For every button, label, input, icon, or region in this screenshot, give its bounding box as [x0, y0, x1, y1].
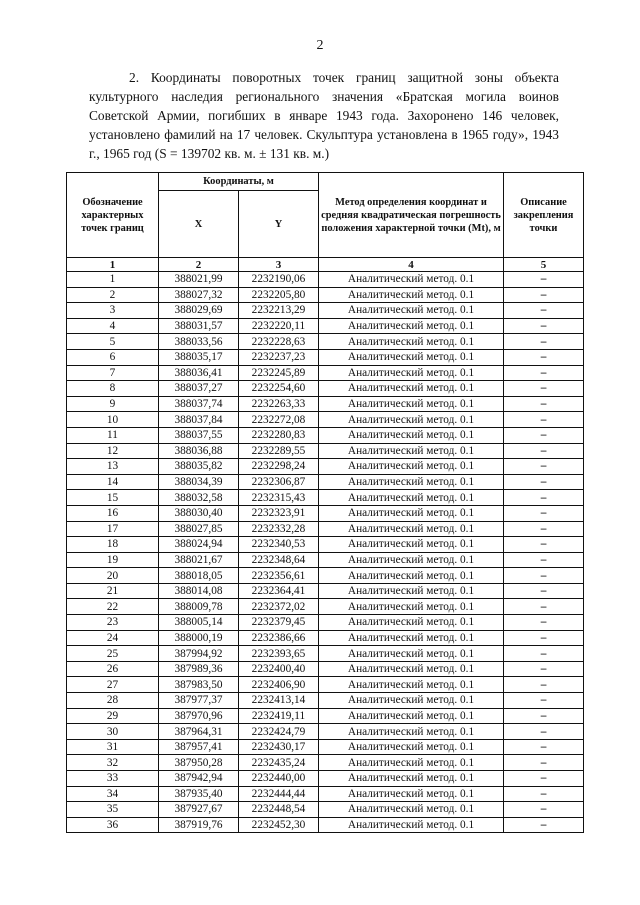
fixing-cell: –: [504, 708, 584, 724]
y-coordinate-cell: 2232393,65: [239, 646, 319, 662]
y-coordinate-cell: 2232356,61: [239, 568, 319, 584]
x-coordinate-cell: 388018,05: [159, 568, 239, 584]
method-cell: Аналитический метод. 0.1: [319, 396, 504, 412]
table-row: [67, 303, 584, 319]
fixing-cell: –: [504, 786, 584, 802]
x-coordinate-cell: 387927,67: [159, 802, 239, 818]
point-number-cell: 8: [67, 381, 159, 397]
y-coordinate-cell: 2232435,24: [239, 755, 319, 771]
table-row: [67, 802, 584, 818]
fixing-cell: –: [504, 661, 584, 677]
header-coords: Координаты, м: [159, 173, 319, 191]
y-coordinate-cell: 2232306,87: [239, 474, 319, 490]
x-coordinate-cell: 388027,85: [159, 521, 239, 537]
point-number-cell: 14: [67, 474, 159, 490]
method-cell: Аналитический метод. 0.1: [319, 412, 504, 428]
fixing-cell: –: [504, 505, 584, 521]
point-number-cell: 13: [67, 459, 159, 475]
y-coordinate-cell: 2232245,89: [239, 365, 319, 381]
point-number-cell: 6: [67, 349, 159, 365]
method-cell: Аналитический метод. 0.1: [319, 427, 504, 443]
method-cell: Аналитический метод. 0.1: [319, 739, 504, 755]
x-coordinate-cell: 388031,57: [159, 318, 239, 334]
x-coordinate-cell: 387957,41: [159, 739, 239, 755]
table-row: [67, 459, 584, 475]
x-coordinate-cell: 388014,08: [159, 583, 239, 599]
fixing-cell: –: [504, 396, 584, 412]
x-coordinate-cell: 388033,56: [159, 334, 239, 350]
x-coordinate-cell: 388000,19: [159, 630, 239, 646]
method-cell: Аналитический метод. 0.1: [319, 537, 504, 553]
point-number-cell: 26: [67, 661, 159, 677]
y-coordinate-cell: 2232213,29: [239, 303, 319, 319]
intro-paragraph: [89, 68, 559, 163]
point-number-cell: 21: [67, 583, 159, 599]
fixing-cell: –: [504, 443, 584, 459]
x-coordinate-cell: 388024,94: [159, 537, 239, 553]
fixing-cell: –: [504, 365, 584, 381]
y-coordinate-cell: 2232430,17: [239, 739, 319, 755]
table-row: [67, 771, 584, 787]
y-coordinate-cell: 2232190,06: [239, 272, 319, 288]
point-number-cell: 35: [67, 802, 159, 818]
x-coordinate-cell: 387994,92: [159, 646, 239, 662]
y-coordinate-cell: 2232280,83: [239, 427, 319, 443]
method-cell: Аналитический метод. 0.1: [319, 334, 504, 350]
fixing-cell: –: [504, 771, 584, 787]
x-coordinate-cell: 387989,36: [159, 661, 239, 677]
y-coordinate-cell: 2232263,33: [239, 396, 319, 412]
header-y: Y: [239, 191, 319, 258]
table-row: [67, 661, 584, 677]
fixing-cell: –: [504, 521, 584, 537]
fixing-cell: –: [504, 537, 584, 553]
y-coordinate-cell: 2232254,60: [239, 381, 319, 397]
table-row: [67, 490, 584, 506]
fixing-cell: –: [504, 459, 584, 475]
y-coordinate-cell: 2232406,90: [239, 677, 319, 693]
method-cell: Аналитический метод. 0.1: [319, 708, 504, 724]
x-coordinate-cell: 388036,88: [159, 443, 239, 459]
table-row: [67, 552, 584, 568]
y-coordinate-cell: 2232220,11: [239, 318, 319, 334]
fixing-cell: –: [504, 677, 584, 693]
point-number-cell: 31: [67, 739, 159, 755]
fixing-cell: –: [504, 599, 584, 615]
point-number-cell: 32: [67, 755, 159, 771]
y-coordinate-cell: 2232386,66: [239, 630, 319, 646]
point-number-cell: 33: [67, 771, 159, 787]
fixing-cell: –: [504, 412, 584, 428]
method-cell: Аналитический метод. 0.1: [319, 786, 504, 802]
x-coordinate-cell: 388032,58: [159, 490, 239, 506]
y-coordinate-cell: 2232205,80: [239, 287, 319, 303]
column-number: 1: [67, 258, 159, 272]
method-cell: Аналитический метод. 0.1: [319, 521, 504, 537]
method-cell: Аналитический метод. 0.1: [319, 490, 504, 506]
x-coordinate-cell: 388021,67: [159, 552, 239, 568]
table-row: [67, 287, 584, 303]
x-coordinate-cell: 388029,69: [159, 303, 239, 319]
method-cell: Аналитический метод. 0.1: [319, 599, 504, 615]
method-cell: Аналитический метод. 0.1: [319, 459, 504, 475]
x-coordinate-cell: 388021,99: [159, 272, 239, 288]
x-coordinate-cell: 387970,96: [159, 708, 239, 724]
x-coordinate-cell: 388027,32: [159, 287, 239, 303]
x-coordinate-cell: 387964,31: [159, 724, 239, 740]
point-number-cell: 27: [67, 677, 159, 693]
method-cell: Аналитический метод. 0.1: [319, 817, 504, 833]
table-row: [67, 396, 584, 412]
point-number-cell: 3: [67, 303, 159, 319]
header-x: X: [159, 191, 239, 258]
fixing-cell: –: [504, 724, 584, 740]
table-row: [67, 272, 584, 288]
header-point: Обозначение характерных точек границ: [67, 173, 159, 258]
y-coordinate-cell: 2232379,45: [239, 615, 319, 631]
point-number-cell: 7: [67, 365, 159, 381]
method-cell: Аналитический метод. 0.1: [319, 443, 504, 459]
point-number-cell: 2: [67, 287, 159, 303]
method-cell: Аналитический метод. 0.1: [319, 802, 504, 818]
x-coordinate-cell: 388035,17: [159, 349, 239, 365]
fixing-cell: –: [504, 693, 584, 709]
table-row: [67, 443, 584, 459]
x-coordinate-cell: 388034,39: [159, 474, 239, 490]
x-coordinate-cell: 387935,40: [159, 786, 239, 802]
table-row: [67, 349, 584, 365]
method-cell: Аналитический метод. 0.1: [319, 771, 504, 787]
column-number: 5: [504, 258, 584, 272]
y-coordinate-cell: 2232237,23: [239, 349, 319, 365]
method-cell: Аналитический метод. 0.1: [319, 349, 504, 365]
method-cell: Аналитический метод. 0.1: [319, 646, 504, 662]
table-row: [67, 615, 584, 631]
table-row: [67, 755, 584, 771]
column-number-row: [67, 258, 584, 272]
table-row: [67, 568, 584, 584]
table-row: [67, 521, 584, 537]
method-cell: Аналитический метод. 0.1: [319, 505, 504, 521]
y-coordinate-cell: 2232272,08: [239, 412, 319, 428]
table-row: [67, 646, 584, 662]
y-coordinate-cell: 2232413,14: [239, 693, 319, 709]
method-cell: Аналитический метод. 0.1: [319, 303, 504, 319]
header-fixing: Описание закрепления точки: [504, 173, 584, 258]
y-coordinate-cell: 2232315,43: [239, 490, 319, 506]
point-number-cell: 12: [67, 443, 159, 459]
method-cell: Аналитический метод. 0.1: [319, 365, 504, 381]
fixing-cell: –: [504, 630, 584, 646]
column-number: 2: [159, 258, 239, 272]
x-coordinate-cell: 388037,27: [159, 381, 239, 397]
table-row: [67, 505, 584, 521]
fixing-cell: –: [504, 646, 584, 662]
x-coordinate-cell: 387950,28: [159, 755, 239, 771]
fixing-cell: –: [504, 490, 584, 506]
x-coordinate-cell: 388036,41: [159, 365, 239, 381]
table-row: [67, 677, 584, 693]
x-coordinate-cell: 387942,94: [159, 771, 239, 787]
point-number-cell: 23: [67, 615, 159, 631]
method-cell: Аналитический метод. 0.1: [319, 724, 504, 740]
table-row: [67, 739, 584, 755]
point-number-cell: 24: [67, 630, 159, 646]
point-number-cell: 34: [67, 786, 159, 802]
y-coordinate-cell: 2232364,41: [239, 583, 319, 599]
point-number-cell: 36: [67, 817, 159, 833]
point-number-cell: 16: [67, 505, 159, 521]
y-coordinate-cell: 2232340,53: [239, 537, 319, 553]
point-number-cell: 29: [67, 708, 159, 724]
fixing-cell: –: [504, 739, 584, 755]
y-coordinate-cell: 2232440,00: [239, 771, 319, 787]
fixing-cell: –: [504, 755, 584, 771]
method-cell: Аналитический метод. 0.1: [319, 693, 504, 709]
method-cell: Аналитический метод. 0.1: [319, 381, 504, 397]
method-cell: Аналитический метод. 0.1: [319, 677, 504, 693]
coordinates-table: [66, 172, 584, 833]
method-cell: Аналитический метод. 0.1: [319, 318, 504, 334]
point-number-cell: 22: [67, 599, 159, 615]
fixing-cell: –: [504, 802, 584, 818]
table-row: [67, 630, 584, 646]
point-number-cell: 19: [67, 552, 159, 568]
point-number-cell: 4: [67, 318, 159, 334]
fixing-cell: –: [504, 303, 584, 319]
intro-text: 2. Координаты поворотных точек границ защитной зоны объекта культурного наследия регионального значения «Братская могила воинов Советской Армии, погибших в январе 1943 года. Захоронено 146 человек, установлено фамилий на 17 человек. Скульптура установлена в 1965 году», 1943 г., 1965 год (S = 139702 кв. м. ± 131 кв. м.): [89, 70, 559, 161]
point-number-cell: 1: [67, 272, 159, 288]
table-row: [67, 599, 584, 615]
x-coordinate-cell: 388037,84: [159, 412, 239, 428]
y-coordinate-cell: 2232348,64: [239, 552, 319, 568]
y-coordinate-cell: 2232424,79: [239, 724, 319, 740]
fixing-cell: –: [504, 272, 584, 288]
point-number-cell: 11: [67, 427, 159, 443]
fixing-cell: –: [504, 287, 584, 303]
x-coordinate-cell: 388009,78: [159, 599, 239, 615]
fixing-cell: –: [504, 349, 584, 365]
y-coordinate-cell: 2232452,30: [239, 817, 319, 833]
y-coordinate-cell: 2232419,11: [239, 708, 319, 724]
method-cell: Аналитический метод. 0.1: [319, 615, 504, 631]
table-row: [67, 365, 584, 381]
x-coordinate-cell: 387977,37: [159, 693, 239, 709]
table-row: [67, 537, 584, 553]
method-cell: Аналитический метод. 0.1: [319, 552, 504, 568]
x-coordinate-cell: 387983,50: [159, 677, 239, 693]
y-coordinate-cell: 2232448,54: [239, 802, 319, 818]
fixing-cell: –: [504, 552, 584, 568]
y-coordinate-cell: 2232372,02: [239, 599, 319, 615]
point-number-cell: 5: [67, 334, 159, 350]
table-row: [67, 334, 584, 350]
method-cell: Аналитический метод. 0.1: [319, 474, 504, 490]
x-coordinate-cell: 388005,14: [159, 615, 239, 631]
method-cell: Аналитический метод. 0.1: [319, 272, 504, 288]
y-coordinate-cell: 2232400,40: [239, 661, 319, 677]
method-cell: Аналитический метод. 0.1: [319, 661, 504, 677]
table-body: [67, 272, 584, 833]
table-row: [67, 318, 584, 334]
fixing-cell: –: [504, 381, 584, 397]
y-coordinate-cell: 2232289,55: [239, 443, 319, 459]
fixing-cell: –: [504, 318, 584, 334]
x-coordinate-cell: 388037,55: [159, 427, 239, 443]
point-number-cell: 28: [67, 693, 159, 709]
table-row: [67, 708, 584, 724]
y-coordinate-cell: 2232228,63: [239, 334, 319, 350]
method-cell: Аналитический метод. 0.1: [319, 583, 504, 599]
page-number: 2: [316, 38, 324, 53]
table-row: [67, 817, 584, 833]
header-method: Метод определения координат и средняя квадратическая погрешность положения характерной точки (Mt), м: [319, 173, 504, 258]
x-coordinate-cell: 388035,82: [159, 459, 239, 475]
point-number-cell: 10: [67, 412, 159, 428]
fixing-cell: –: [504, 568, 584, 584]
y-coordinate-cell: 2232298,24: [239, 459, 319, 475]
fixing-cell: –: [504, 615, 584, 631]
method-cell: Аналитический метод. 0.1: [319, 568, 504, 584]
table-row: [67, 583, 584, 599]
table-row: [67, 427, 584, 443]
table-row: [67, 693, 584, 709]
x-coordinate-cell: 388030,40: [159, 505, 239, 521]
y-coordinate-cell: 2232332,28: [239, 521, 319, 537]
point-number-cell: 15: [67, 490, 159, 506]
column-number: 3: [239, 258, 319, 272]
y-coordinate-cell: 2232323,91: [239, 505, 319, 521]
fixing-cell: –: [504, 334, 584, 350]
method-cell: Аналитический метод. 0.1: [319, 630, 504, 646]
table-row: [67, 786, 584, 802]
fixing-cell: –: [504, 583, 584, 599]
point-number-cell: 20: [67, 568, 159, 584]
point-number-cell: 25: [67, 646, 159, 662]
x-coordinate-cell: 387919,76: [159, 817, 239, 833]
table-row: [67, 724, 584, 740]
y-coordinate-cell: 2232444,44: [239, 786, 319, 802]
point-number-cell: 18: [67, 537, 159, 553]
point-number-cell: 30: [67, 724, 159, 740]
point-number-cell: 9: [67, 396, 159, 412]
table-row: [67, 381, 584, 397]
method-cell: Аналитический метод. 0.1: [319, 755, 504, 771]
column-number: 4: [319, 258, 504, 272]
table-row: [67, 474, 584, 490]
fixing-cell: –: [504, 427, 584, 443]
table-row: [67, 412, 584, 428]
point-number-cell: 17: [67, 521, 159, 537]
fixing-cell: –: [504, 474, 584, 490]
x-coordinate-cell: 388037,74: [159, 396, 239, 412]
method-cell: Аналитический метод. 0.1: [319, 287, 504, 303]
fixing-cell: –: [504, 817, 584, 833]
